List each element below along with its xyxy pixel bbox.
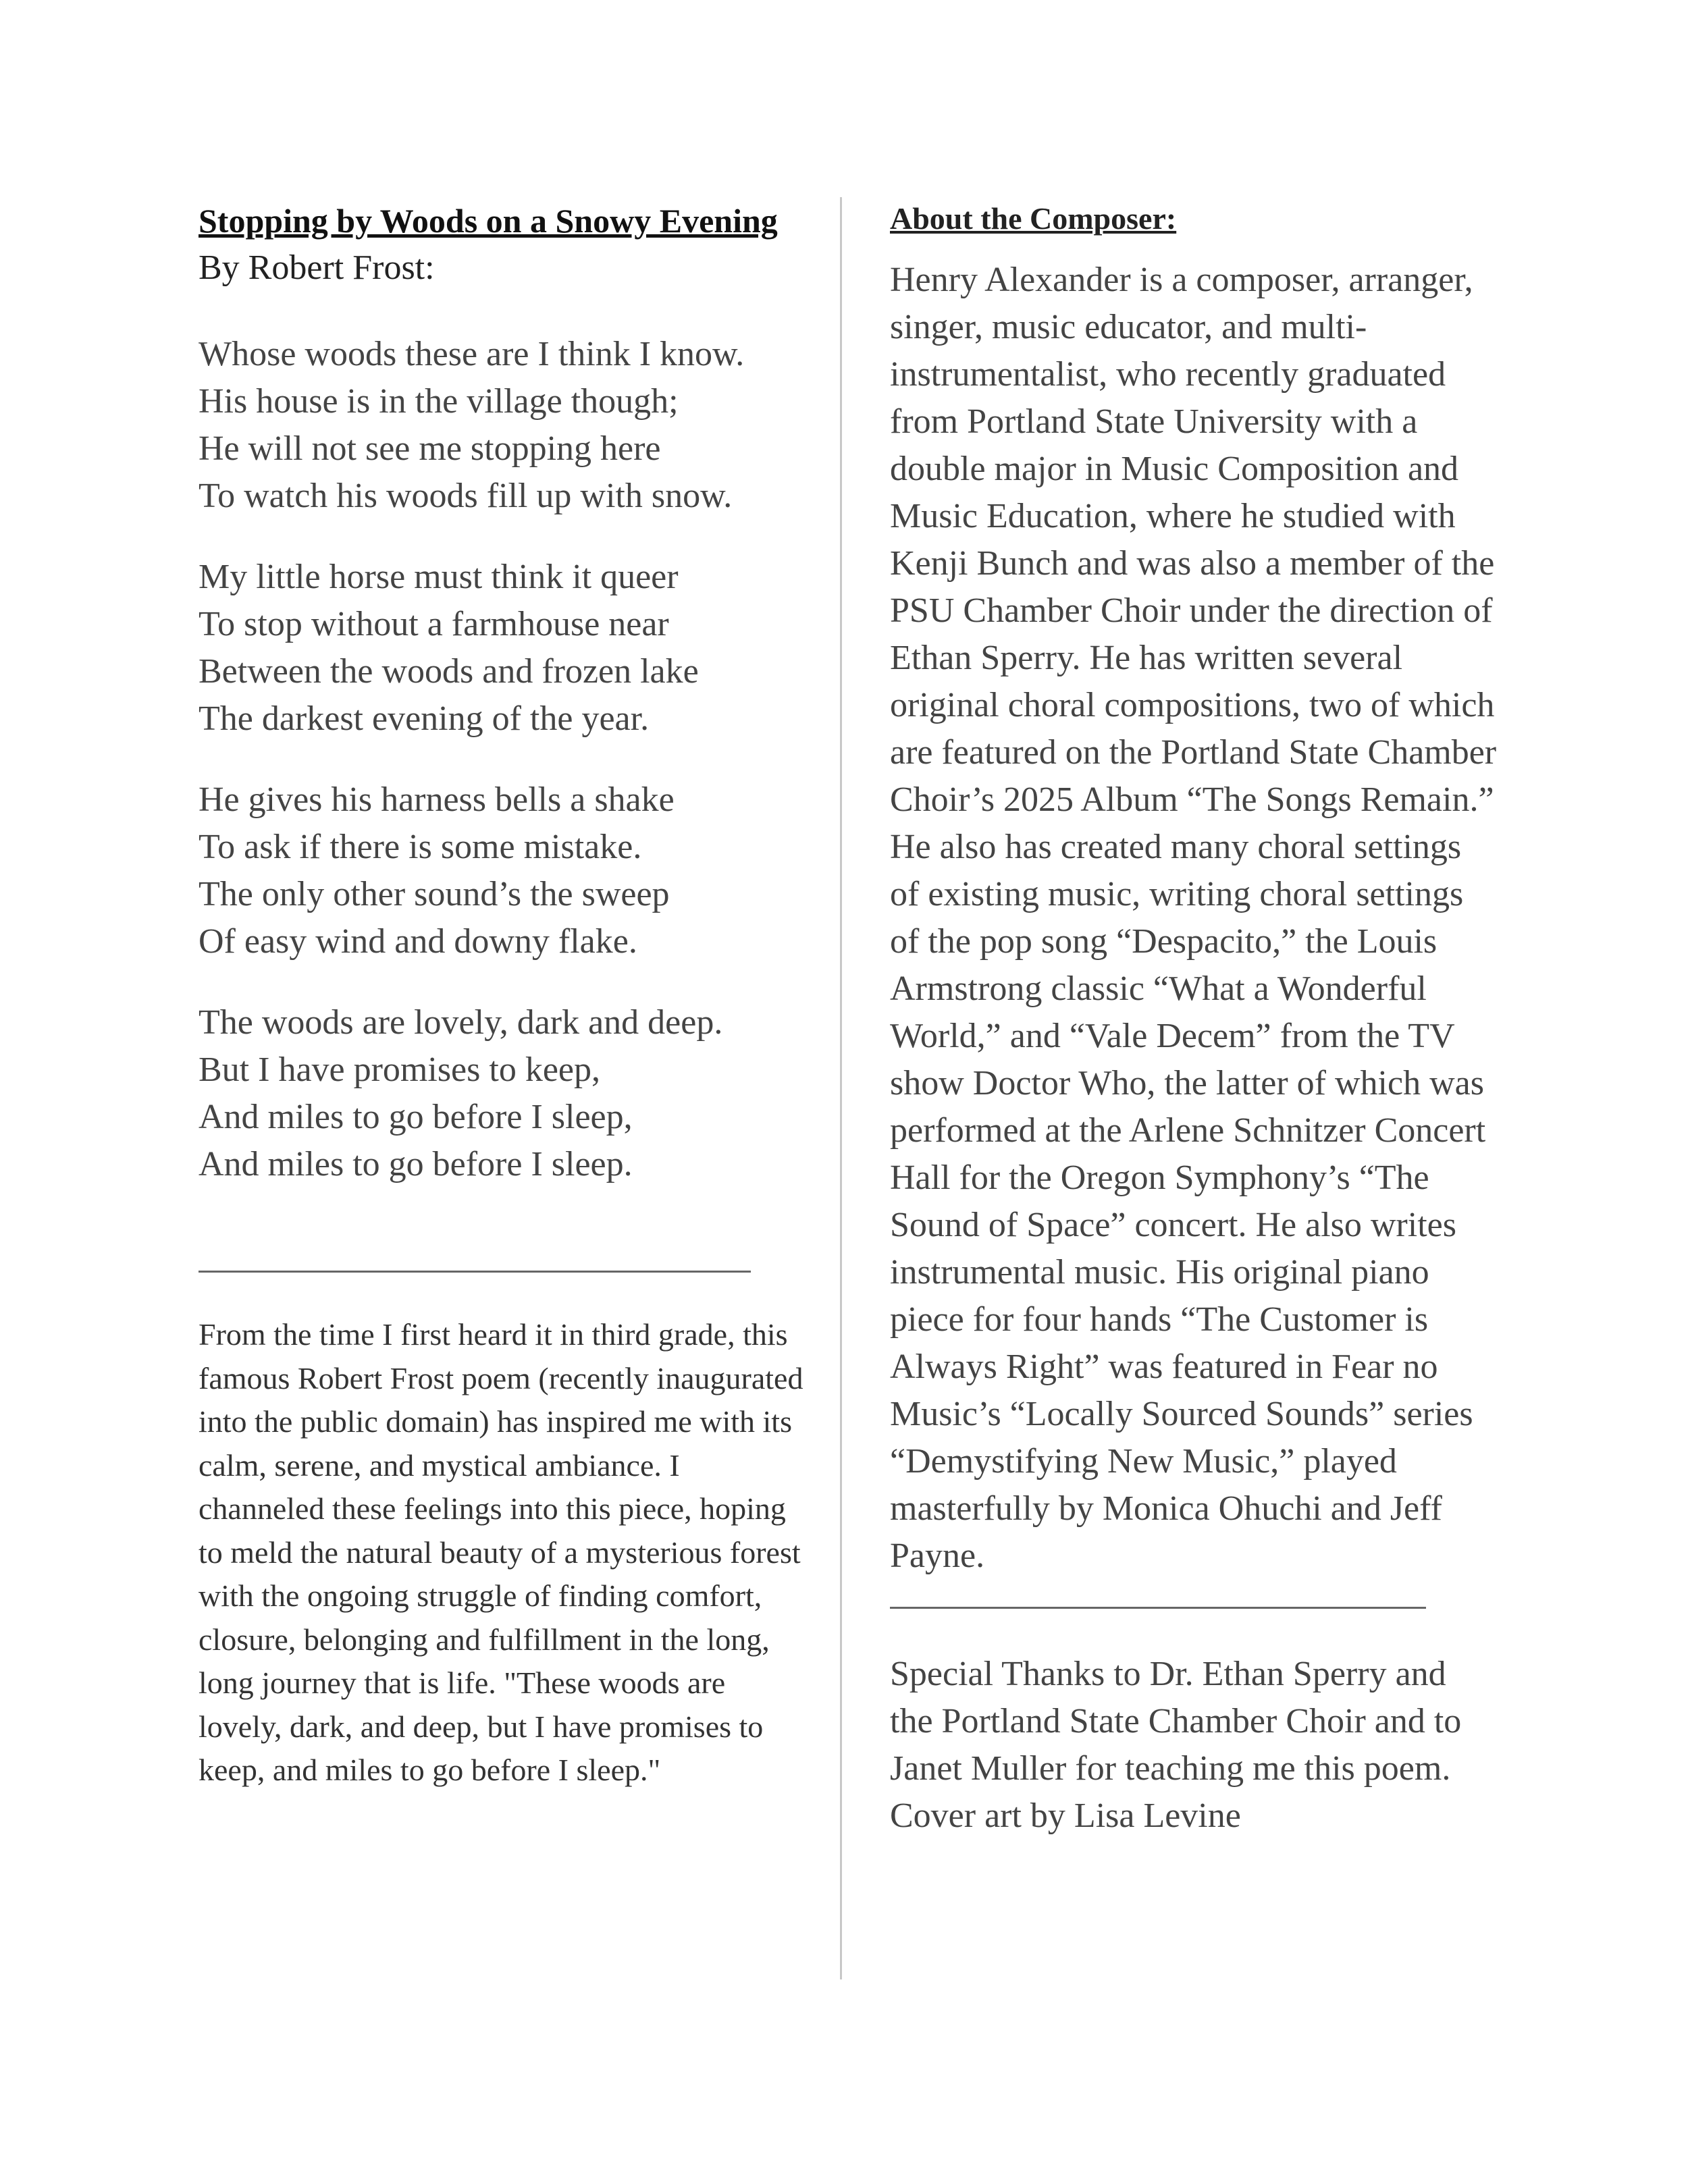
- poem-line: The woods are lovely, dark and deep.: [199, 1003, 723, 1042]
- poem-stanza-3: [199, 776, 806, 965]
- poem-stanza-4: [199, 999, 806, 1188]
- composer-bio: Henry Alexander is a composer, arranger, singer, music educator, and multi-instrumentalist, who recently graduated from Portland State University with a double major in Music Composition and Music Education, where he studied with Kenji Bunch and was also a member of the PSU Chamber Choir under the direction of Ethan Sperry. He has written several original choral compositions, two of which are featured on the Portland State Chamber Choir’s 2025 Album “The Songs Remain.” He also has created many choral settings of existing music, writing choral settings of the pop song “Despacito,” the Louis Armstrong classic “What a Wonderful World,” and “Vale Decem” from the TV show Doctor Who, the latter of which was performed at the Arlene Schnitzer Concert Hall for the Oregon Symphony’s “The Sound of Space” concert. He also writes instrumental music. His original piano piece for four hands “The Customer is Always Right” was featured in Fear no Music’s “Locally Sourced Sounds” series “Demystifying New Music,” played masterfully by Monica Ohuchi and Jeff Payne.: [890, 261, 1497, 1575]
- poem-line: To watch his woods fill up with snow.: [199, 477, 733, 515]
- poem-line: The only other sound’s the sweep: [199, 875, 670, 913]
- left-column: [199, 197, 806, 1792]
- poem-title: Stopping by Woods on a Snowy Evening: [199, 202, 778, 240]
- poem-line: Between the woods and frozen lake: [199, 652, 699, 691]
- poem-line: But I have promises to keep,: [199, 1050, 600, 1089]
- poem-line: He will not see me stopping here: [199, 429, 661, 468]
- poem-line: The darkest evening of the year.: [199, 699, 650, 738]
- poem-stanza-1: [199, 331, 806, 520]
- section-divider: [199, 1271, 751, 1273]
- column-divider: [840, 197, 842, 1979]
- special-thanks: Special Thanks to Dr. Ethan Sperry and the Portland State Chamber Choir and to Janet Muller for teaching me this poem. Cover art by Lisa Levine: [890, 1655, 1462, 1835]
- program-note: From the time I first heard it in third grade, this famous Robert Frost poem (recently inaugurated into the public domain) has inspired me with its calm, serene, and mystical ambiance. I channeled these feelings into this piece, hoping to meld the natural beauty of a mysterious forest with the ongoing struggle of finding comfort, closure, belonging and fulfillment in the long, long journey that is life. "These woods are lovely, dark, and deep, but I have promises to keep, and miles to go before I sleep.": [199, 1317, 803, 1787]
- poem-stanza-2: [199, 554, 806, 743]
- poem-line: And miles to go before I sleep,: [199, 1098, 633, 1136]
- about-heading: About the Composer:: [890, 201, 1177, 236]
- poem-line: He gives his harness bells a shake: [199, 780, 675, 819]
- poem-line: To ask if there is some mistake.: [199, 828, 642, 866]
- poem-line: To stop without a farmhouse near: [199, 605, 669, 643]
- poem-author: By Robert Frost:: [199, 248, 435, 287]
- poem-line: And miles to go before I sleep.: [199, 1145, 633, 1183]
- poem-line: My little horse must think it queer: [199, 558, 679, 596]
- section-divider: [890, 1607, 1426, 1609]
- poem-line: Whose woods these are I think I know.: [199, 335, 745, 373]
- poem-line: Of easy wind and downy flake.: [199, 922, 637, 961]
- poem-line: His house is in the village though;: [199, 382, 679, 421]
- right-column: [890, 197, 1498, 1840]
